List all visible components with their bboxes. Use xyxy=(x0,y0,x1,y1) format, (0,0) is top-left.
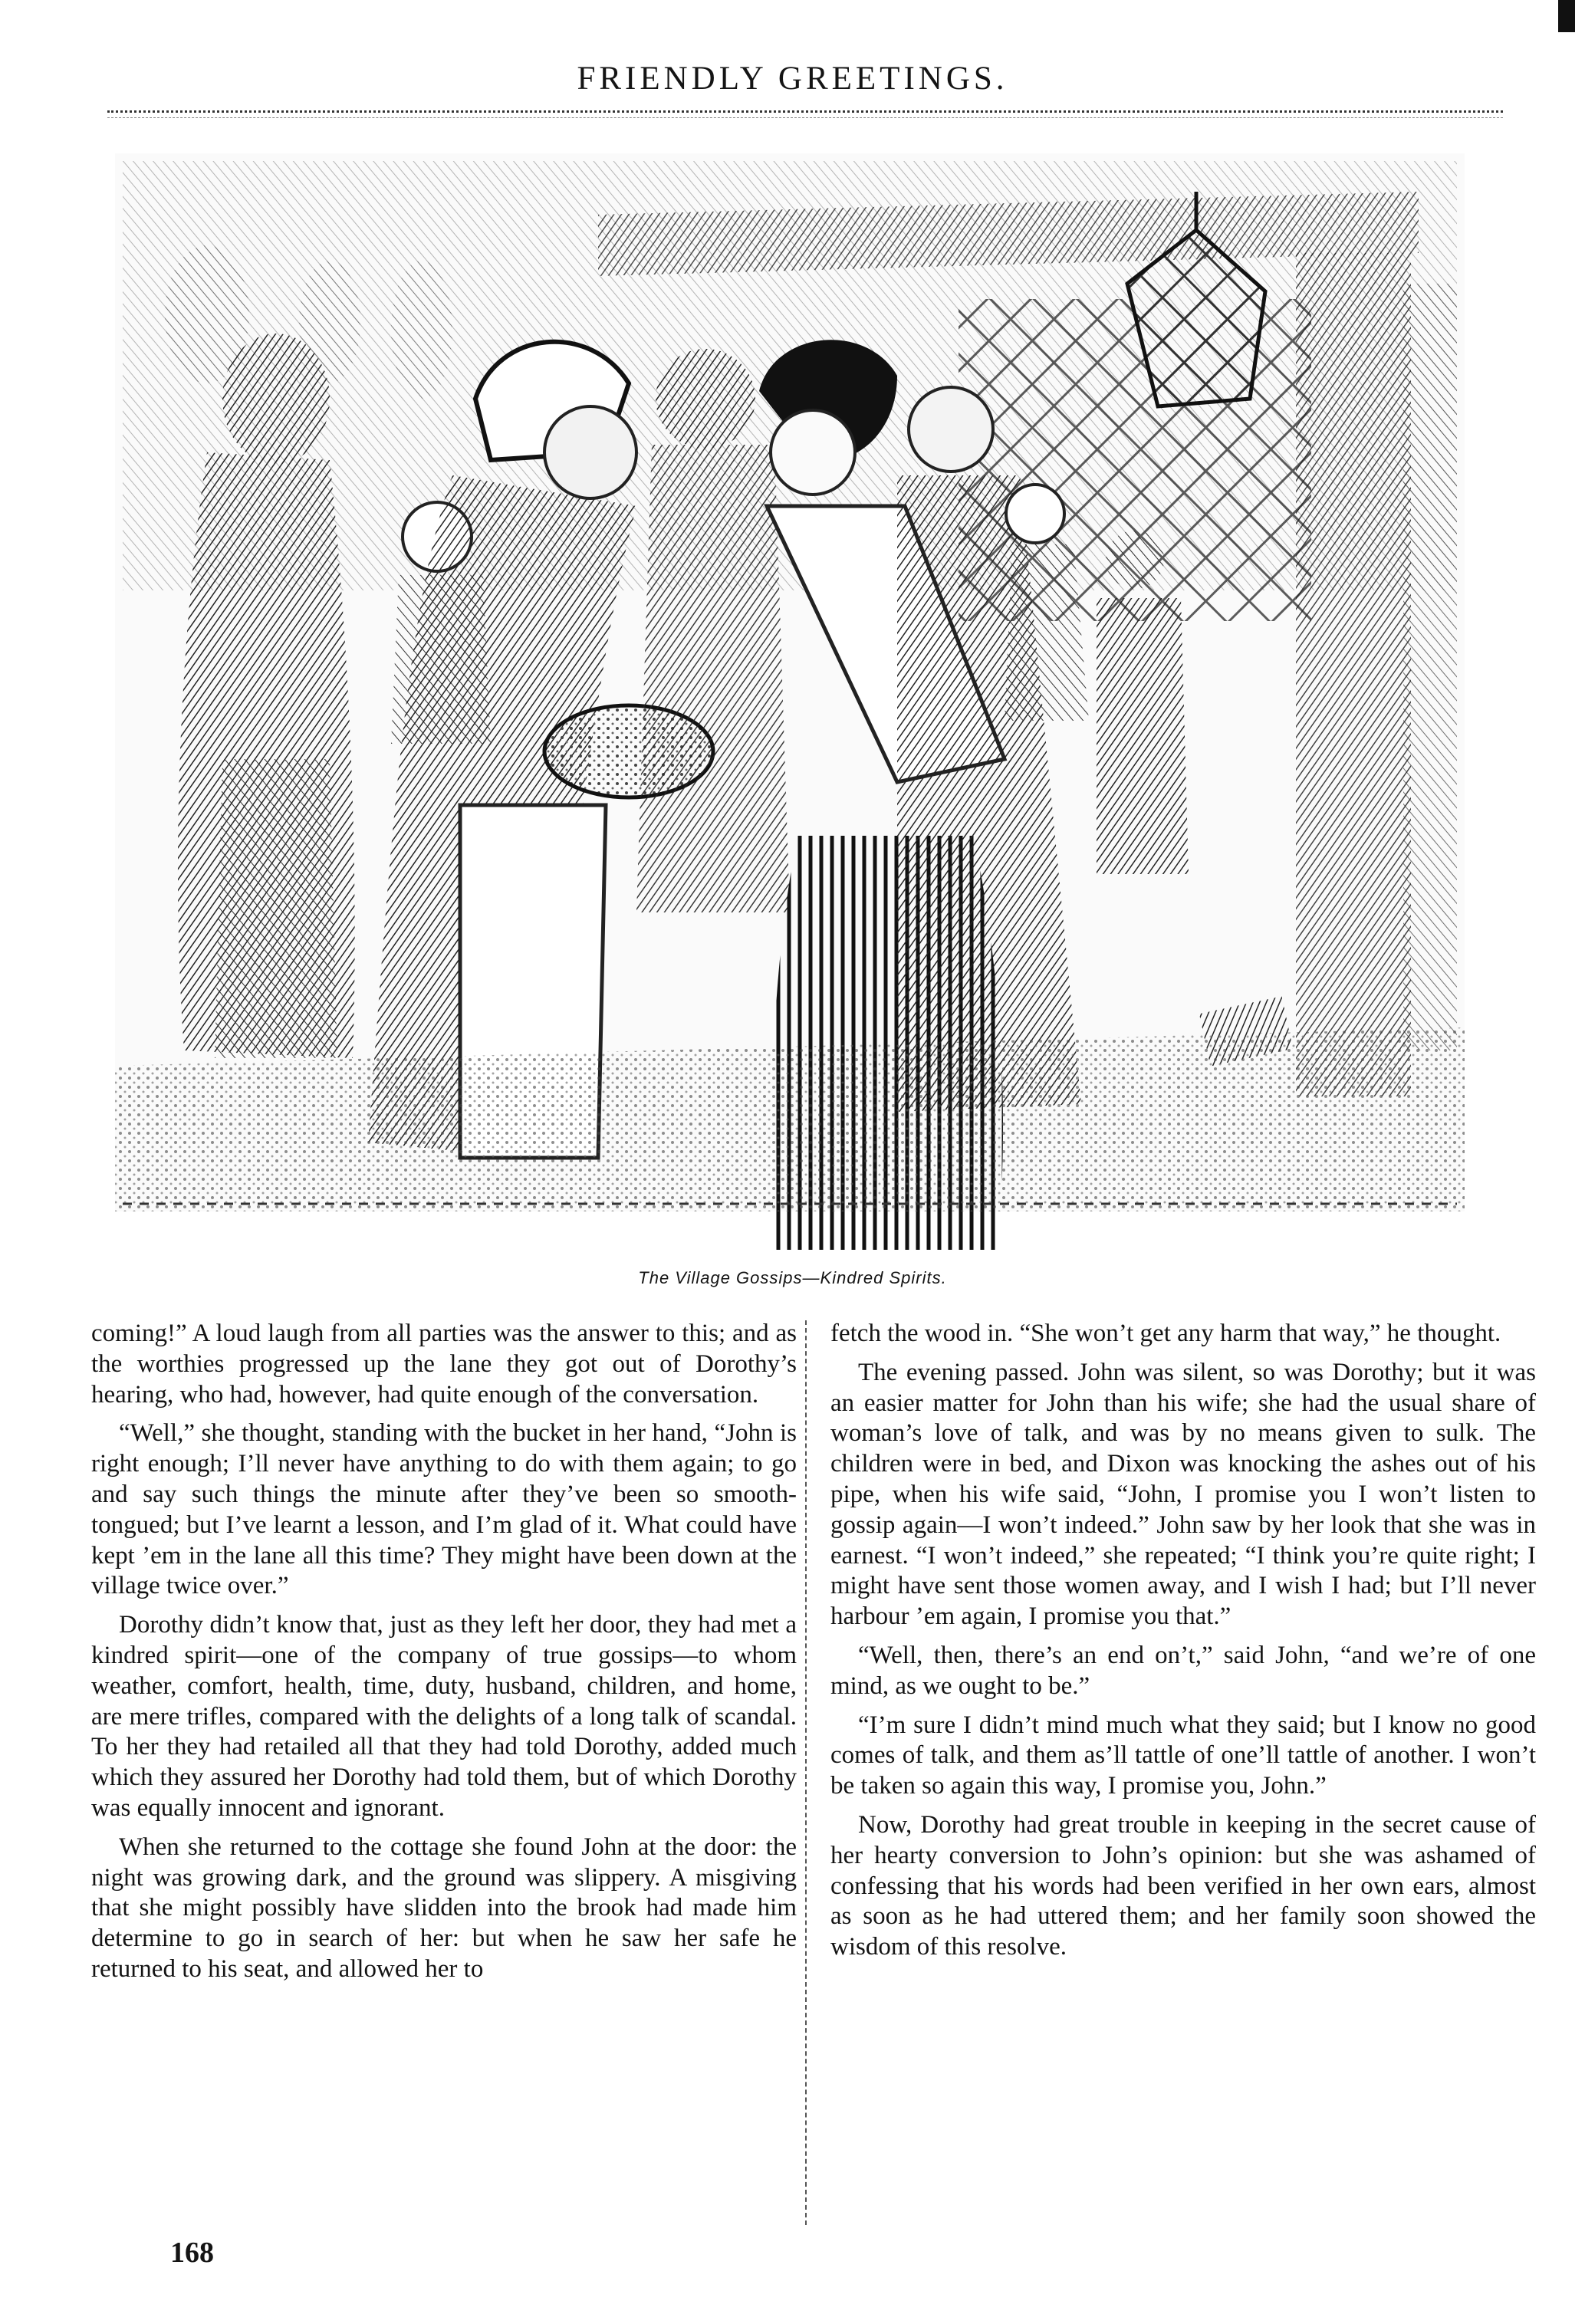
paragraph: coming!” A loud laugh from all parties was the answer to this; and as the worthies progressed up the lane they got out of Dorothy’s hearing, who had, however, had quite enough of the conversation. xyxy=(91,1320,797,1409)
paragraph: fetch the wood in. “She won’t get any harm that way,” he thought. xyxy=(830,1320,1501,1347)
paragraph: Now, Dorothy had great trouble in keeping in the secret cause of her hearty conversion to John’s opinion: but she was ashamed of confessing that his words had been verified in her own ears, almost as soon as he had uttered them; and her family soon showed the wisdom of this resolve. xyxy=(830,1810,1536,1961)
paragraph: “I’m sure I didn’t mind much what they said; but I know no good comes of talk, and them as’ll tattle of one’ll tattle of another. I won’t be taken so again this way, I promise you, John.” xyxy=(830,1711,1536,1800)
text-column-left xyxy=(91,1319,797,1985)
page-edge-mark xyxy=(1558,0,1575,32)
illustration-caption: The Village Gossips—Kindred Spirits. xyxy=(638,1268,947,1287)
paragraph: The evening passed. John was silent, so was Dorothy; but it was an easier matter for John than his wife; she had the usual share of woman’s love of talk, and was by no means given to sulk. The children were in bed, and Dixon was knocking the ashes out of his pipe, when his wife said, “John, I promise you I won’t listen to gossip again—I won’t indeed.” John saw by her look that she was in earnest. “I won’t indeed,” she repeated; “I think you’re quite right; I might have sent those women away, and I wish I had; but I’ll never harbour ’em again, I promise you that.” xyxy=(830,1358,1536,1631)
text-column-right xyxy=(830,1319,1536,1963)
paragraph: “Well,” she thought, standing with the bucket in her hand, “John is right enough; I’ll never have anything to do with them again; to go and say such things the minute after they’ve been so smooth-tongued; but I’ve learnt a lesson, and I’m glad of it. What could have kept ’em in the lane all this time? They might have been down at the village twice over.” xyxy=(91,1419,797,1600)
paragraph: Dorothy didn’t know that, just as they left her door, they had met a kindred spirit—one of the company of true gossips—to whom weather, comfort, health, time, duty, husband, children, and home, are mere trifles, compared with the delights of a long talk of scandal. To her they had retailed all that they had told Dorothy, added much which they assured her Dorothy had told them, but of which Dorothy was equally innocent and ignorant. xyxy=(91,1611,797,1822)
engraving-illustration xyxy=(100,146,1480,1250)
header-rule xyxy=(107,110,1503,118)
column-divider xyxy=(805,1320,807,2225)
page-number: 168 xyxy=(170,2237,214,2269)
running-header: FRIENDLY GREETINGS. xyxy=(577,61,1008,97)
paragraph: “Well, then, there’s an end on’t,” said John, “and we’re of one mind, as we ought to be.” xyxy=(830,1641,1536,1700)
paragraph: When she returned to the cottage she found John at the door: the night was growing dark, and the ground was slippery. A misgiving that she might possibly have slidden into the brook had made him determine to go in search of her: but when he saw her safe he returned to his seat, and allowed her to xyxy=(91,1833,797,1983)
